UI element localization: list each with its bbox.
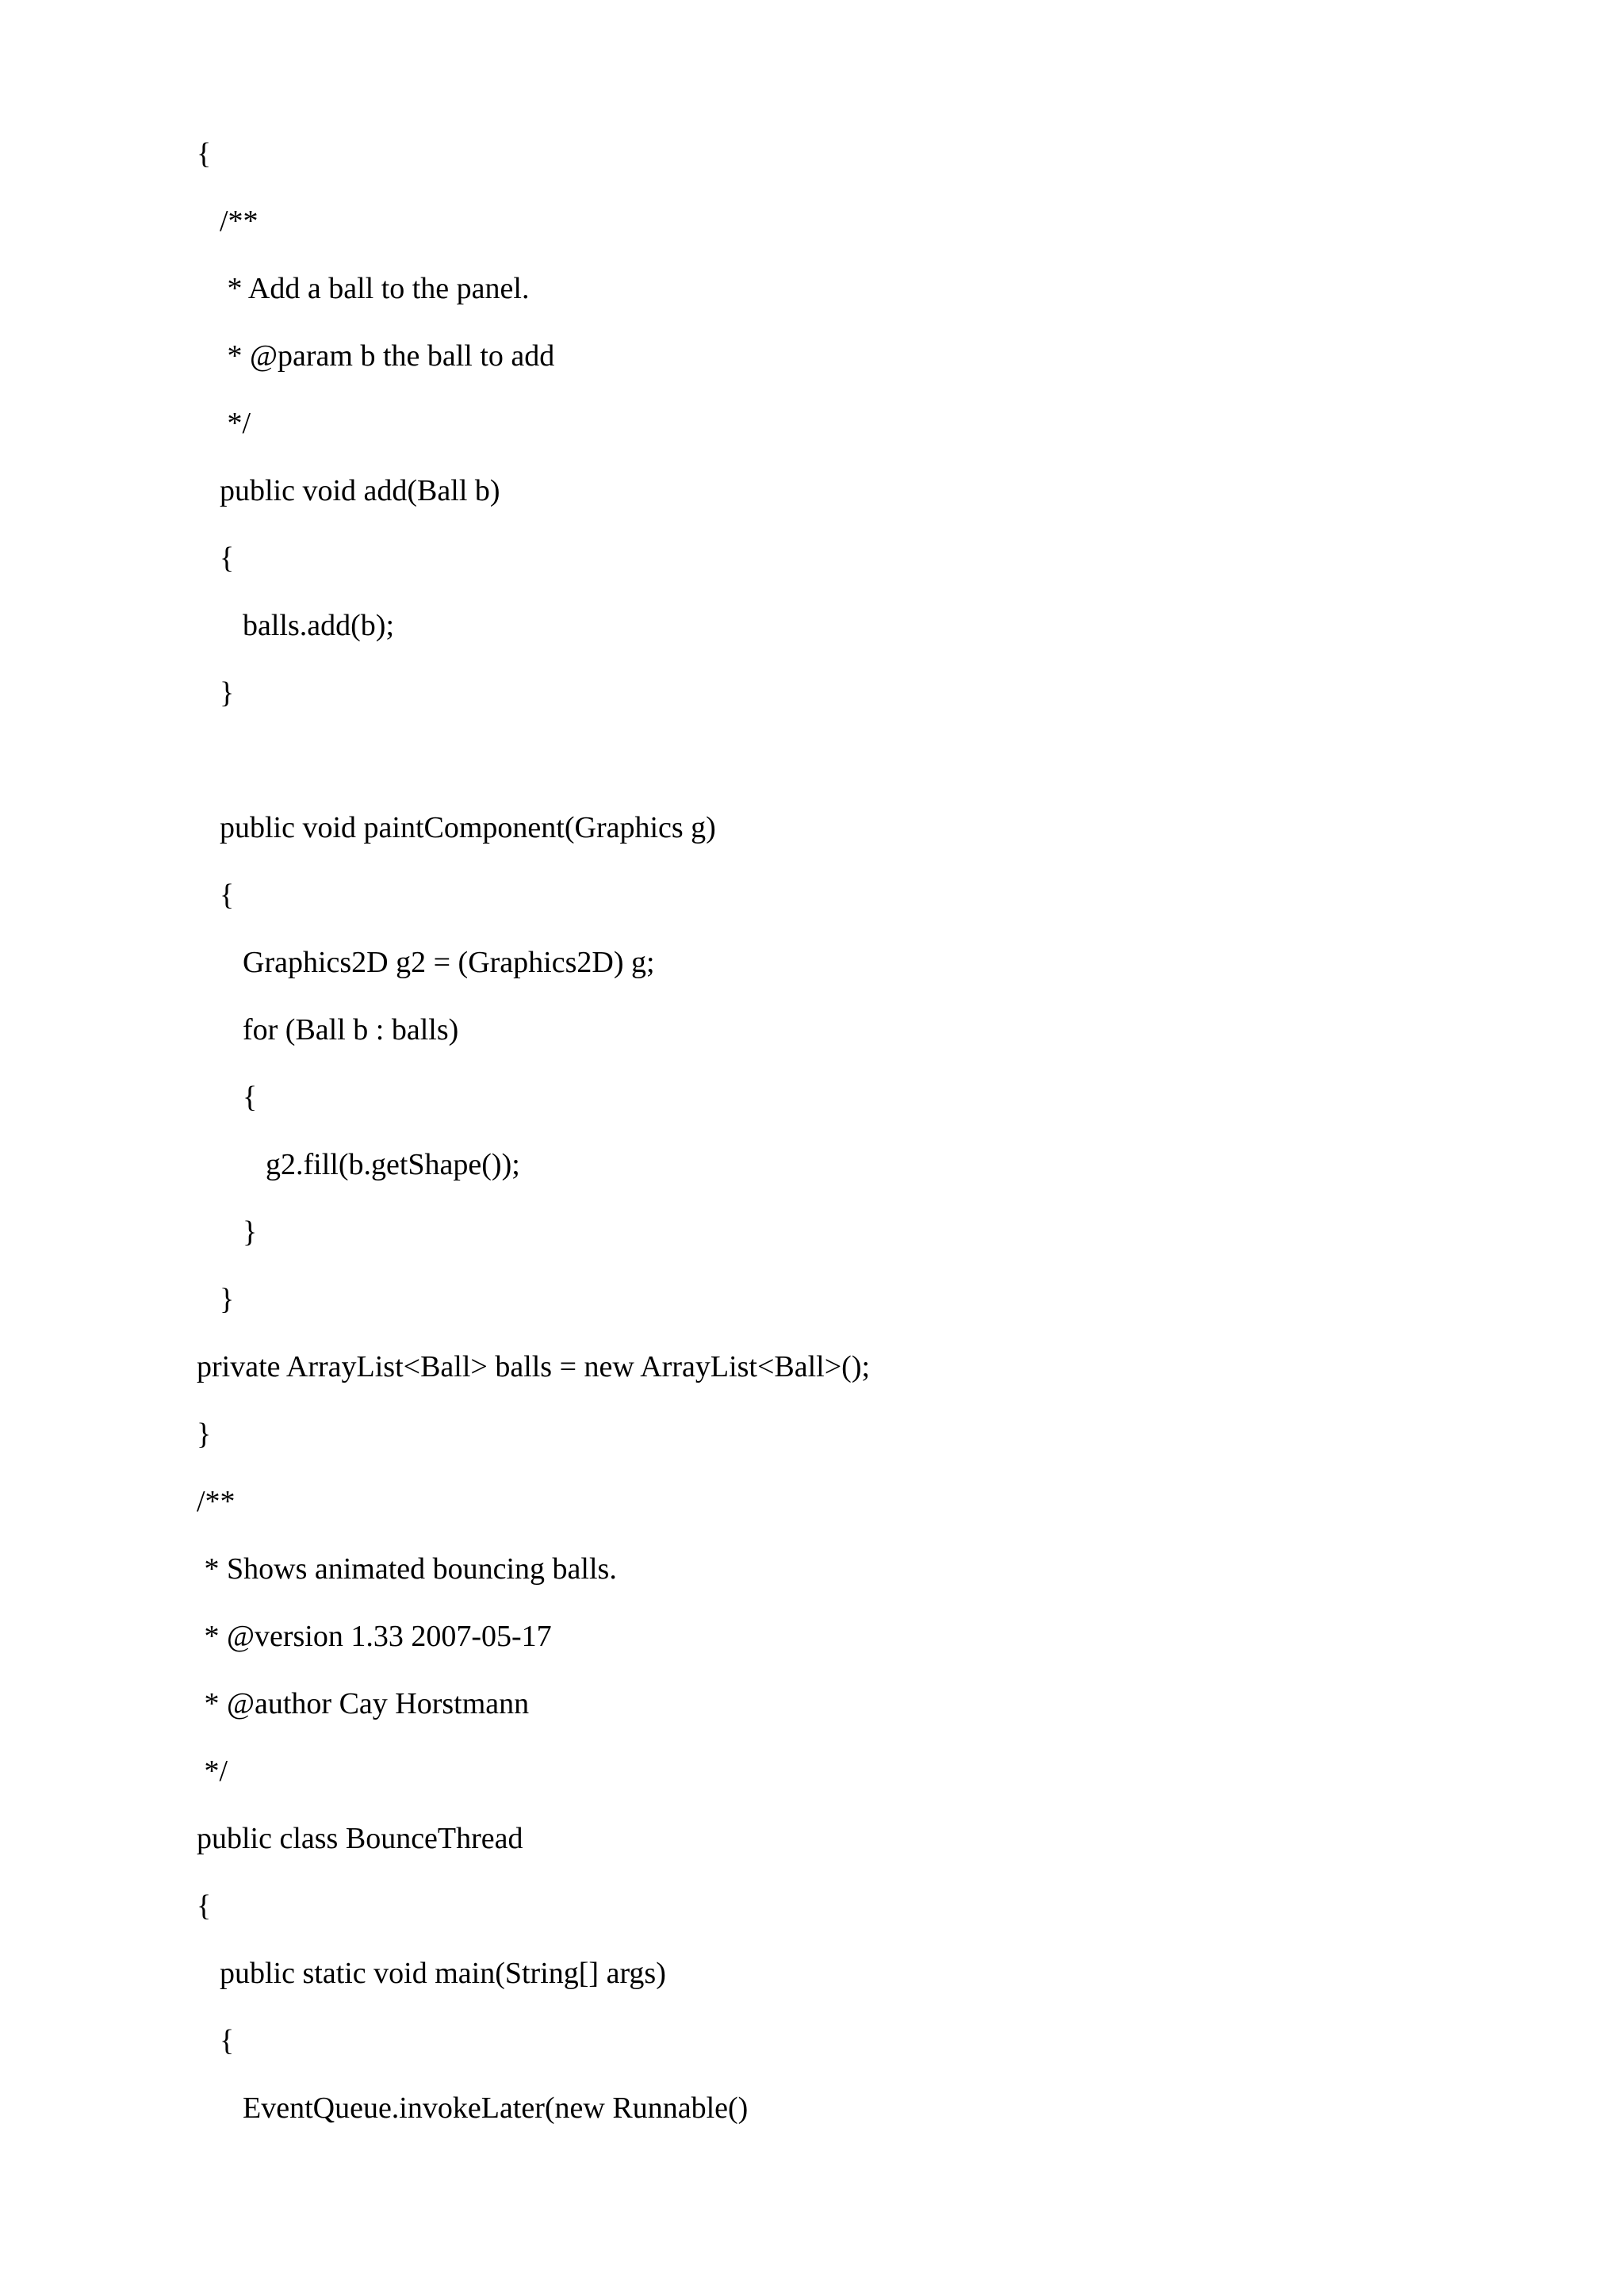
code-line: */ bbox=[220, 407, 251, 440]
code-line: * @param b the ball to add bbox=[220, 339, 555, 373]
code-line: * Shows animated bouncing balls. bbox=[197, 1552, 617, 1586]
code-line: Graphics2D g2 = (Graphics2D) g; bbox=[243, 946, 655, 979]
code-line: g2.fill(b.getShape()); bbox=[266, 1148, 520, 1181]
code-line: public void add(Ball b) bbox=[220, 474, 500, 507]
code-line: /** bbox=[220, 205, 259, 238]
code-line: } bbox=[220, 1283, 235, 1316]
code-line: public void paintComponent(Graphics g) bbox=[220, 811, 716, 844]
code-line: } bbox=[243, 1215, 258, 1249]
code-line: * @version 1.33 2007-05-17 bbox=[197, 1620, 552, 1653]
code-line: { bbox=[243, 1081, 258, 1114]
code-line: public static void main(String[] args) bbox=[220, 1957, 666, 1990]
code-line: EventQueue.invokeLater(new Runnable() bbox=[243, 2091, 749, 2125]
code-line: */ bbox=[197, 1755, 228, 1788]
code-line: } bbox=[197, 1418, 212, 1451]
code-line: * Add a ball to the panel. bbox=[220, 272, 530, 305]
code-line: balls.add(b); bbox=[243, 609, 395, 642]
code-line: { bbox=[220, 878, 235, 912]
code-line: for (Ball b : balls) bbox=[243, 1013, 459, 1047]
code-listing bbox=[0, 132, 1624, 2153]
code-line: public class BounceThread bbox=[197, 1822, 523, 1855]
code-line: { bbox=[220, 541, 235, 575]
code-line: } bbox=[220, 676, 235, 710]
code-line: * @author Cay Horstmann bbox=[197, 1687, 530, 1720]
code-line: { bbox=[220, 2024, 235, 2057]
code-line: private ArrayList<Ball> balls = new ArrayList<Ball>(); bbox=[197, 1350, 871, 1383]
code-line: { bbox=[197, 1889, 212, 1923]
code-line: { bbox=[197, 137, 212, 170]
blank-line bbox=[0, 738, 1624, 806]
code-line: /** bbox=[197, 1485, 236, 1518]
